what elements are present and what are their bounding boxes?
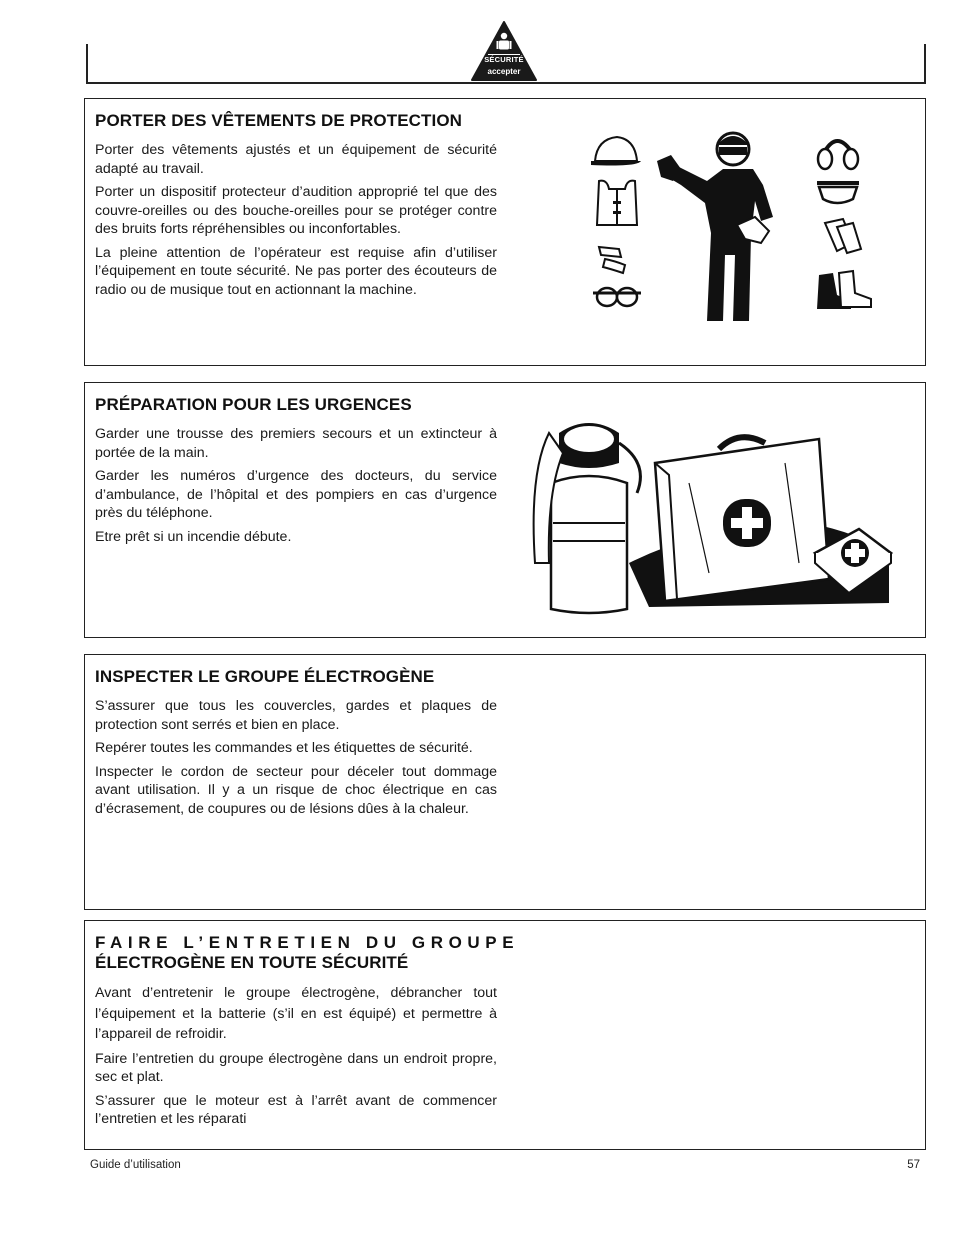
paragraph: La pleine attention de l’opérateur est requise afin d’utiliser l’équipement en toute sécurité. Ne pas porter des écouteurs de radio ou de musique tout en actionnant la machine. [95, 244, 497, 298]
section-protective-clothing [84, 98, 926, 366]
hard-hat-icon [591, 137, 641, 166]
first-aid-extinguisher-illustration [529, 403, 899, 617]
paragraph: Porter un dispositif protecteur d’audition approprié tel que des couvre-oreilles ou des bouche-oreilles pour se protéger contre des bruits forts répréhensibles ou inconfortables. [95, 184, 497, 237]
paragraph: Garder les numéros d’urgence des docteurs, du service d’ambulance, de l’hôpital et des pompiers en cas d’urgence près du téléphone. [95, 468, 497, 521]
paragraph: Garder une trousse des premiers secours et un extincteur à portée de la main. [95, 426, 497, 461]
section-title-line1: FAIRE L’ENTRETIEN DU GROUPE [95, 933, 520, 952]
paragraph: Porter des vêtements ajustés et un équipement de sécurité adapté au travail. [95, 142, 497, 177]
safety-boots-icon [817, 271, 871, 309]
paragraph: S’assurer que tous les couvercles, gardes et plaques de protection sont serrés et bien en place. [95, 698, 497, 733]
earmuffs-icon [818, 141, 858, 169]
section-emergency-preparation [84, 382, 926, 638]
worker-figure-icon [657, 133, 773, 321]
goggles-icon [593, 288, 641, 306]
badge-sublabel: accepter [487, 67, 521, 76]
face-shield-icon [817, 183, 859, 203]
paragraph: Avant d’entretenir le groupe électrogène, débrancher tout l’équipement et la batterie (s’il en est équipé) et permettre à l’appareil de refroidir. [95, 985, 497, 1042]
paragraph: Inspecter le cordon de secteur pour déceler tout dommage avant utilisation. Il y a un risque de choc électrique en cas d’écrasement, de coupures ou de lésions dûes à la chaleur. [95, 763, 497, 817]
section-title [95, 933, 520, 973]
paragraph: Repérer toutes les commandes et les étiquettes de sécurité. [95, 740, 473, 756]
first-aid-case-icon [655, 437, 829, 601]
badge-label: SÉCURITÉ [484, 55, 524, 64]
section-title: PORTER DES VÊTEMENTS DE PROTECTION [95, 111, 463, 130]
earplugs-icon [599, 247, 625, 273]
footer-guide-label: Guide d’utilisation [90, 1159, 181, 1171]
fire-extinguisher-icon [534, 423, 641, 613]
paragraph: Faire l’entretien du groupe électrogène dans un endroit propre, sec et plat. [95, 1050, 497, 1085]
page-number: 57 [907, 1159, 920, 1171]
protective-gear-illustration [585, 125, 875, 321]
section-title: INSPECTER LE GROUPE ÉLECTROGÈNE [95, 667, 435, 686]
section-inspect-generator [84, 654, 926, 910]
section-safe-maintenance [84, 920, 926, 1150]
paragraph: S’assurer que le moteur est à l’arrêt avant de commencer l’entretien et les réparati [95, 1092, 497, 1127]
section-title: PRÉPARATION POUR LES URGENCES [95, 395, 412, 414]
safety-vest-icon [597, 181, 637, 225]
gloves-icon [825, 219, 861, 253]
section-title-line2: ÉLECTROGÈNE EN TOUTE SÉCURITÉ [95, 953, 409, 972]
paragraph: Etre prêt si un incendie débute. [95, 528, 292, 545]
